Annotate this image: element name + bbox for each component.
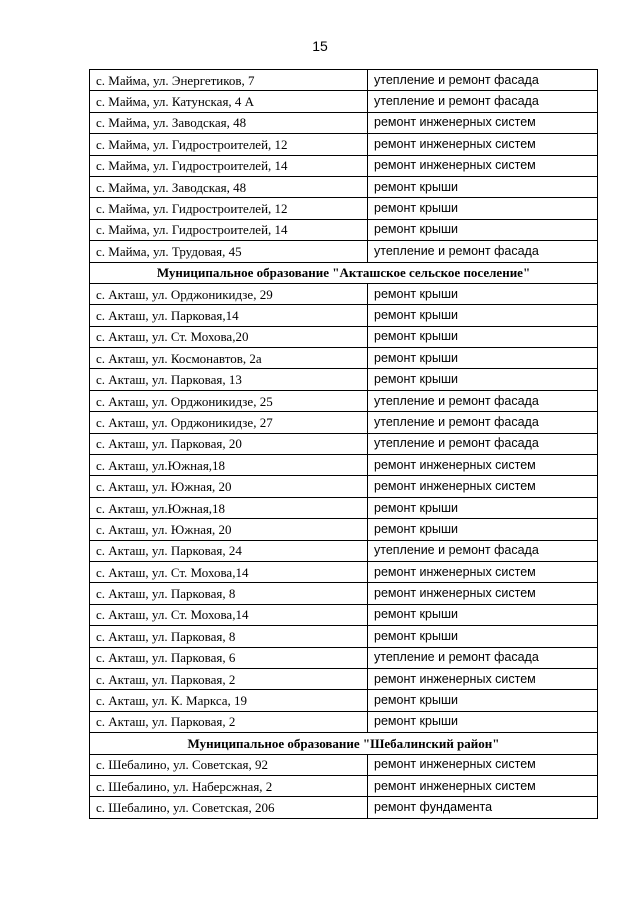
- work-type-cell: утепление и ремонт фасада: [368, 647, 598, 668]
- table-row: [90, 647, 598, 668]
- address-cell: с. Акташ, ул. Парковая, 20: [90, 433, 368, 454]
- table-row: [90, 70, 598, 91]
- table-row: [90, 519, 598, 540]
- work-type-cell: утепление и ремонт фасада: [368, 70, 598, 91]
- work-type-cell: утепление и ремонт фасада: [368, 412, 598, 433]
- table-row: [90, 604, 598, 625]
- address-cell: с. Шебалино, ул. Советская, 206: [90, 797, 368, 818]
- section-header-row: [90, 733, 598, 754]
- table-row: [90, 497, 598, 518]
- table-row: [90, 348, 598, 369]
- work-type-cell: ремонт инженерных систем: [368, 775, 598, 796]
- table-row: [90, 134, 598, 155]
- address-cell: с. Акташ, ул. Ст. Мохова,20: [90, 326, 368, 347]
- table-row: [90, 711, 598, 732]
- table-row: [90, 390, 598, 411]
- table-row: [90, 690, 598, 711]
- table-row: [90, 455, 598, 476]
- table-row: [90, 241, 598, 262]
- address-cell: с. Майма, ул. Заводская, 48: [90, 176, 368, 197]
- address-cell: с. Акташ, ул. Парковая, 6: [90, 647, 368, 668]
- address-cell: с. Акташ, ул. Парковая, 2: [90, 668, 368, 689]
- address-cell: с. Акташ, ул. Парковая, 13: [90, 369, 368, 390]
- address-cell: с. Акташ, ул.Южная,18: [90, 455, 368, 476]
- address-cell: с. Акташ, ул. К. Маркса, 19: [90, 690, 368, 711]
- work-type-cell: ремонт инженерных систем: [368, 476, 598, 497]
- work-type-cell: ремонт крыши: [368, 604, 598, 625]
- address-cell: с. Акташ, ул. Южная, 20: [90, 519, 368, 540]
- work-type-cell: утепление и ремонт фасада: [368, 540, 598, 561]
- address-cell: с. Акташ, ул. Парковая,14: [90, 305, 368, 326]
- address-cell: с. Шебалино, ул. Советская, 92: [90, 754, 368, 775]
- address-cell: с. Акташ, ул. Парковая, 2: [90, 711, 368, 732]
- address-cell: с. Акташ, ул. Ст. Мохова,14: [90, 561, 368, 582]
- address-cell: с. Майма, ул. Энергетиков, 7: [90, 70, 368, 91]
- work-type-cell: ремонт крыши: [368, 305, 598, 326]
- section-header-row: [90, 262, 598, 283]
- section-title: Муниципальное образование "Шебалинский район": [90, 733, 598, 754]
- table-row: [90, 775, 598, 796]
- work-type-cell: ремонт инженерных систем: [368, 754, 598, 775]
- work-type-cell: ремонт крыши: [368, 626, 598, 647]
- address-cell: с. Акташ, ул. Орджоникидзе, 27: [90, 412, 368, 433]
- work-type-cell: ремонт крыши: [368, 690, 598, 711]
- address-cell: с. Акташ, ул. Южная, 20: [90, 476, 368, 497]
- address-cell: с. Шебалино, ул. Наберсжная, 2: [90, 775, 368, 796]
- table-body: [90, 70, 598, 819]
- address-cell: с. Майма, ул. Гидростроителей, 14: [90, 219, 368, 240]
- work-type-cell: ремонт крыши: [368, 348, 598, 369]
- page-number: 15: [312, 38, 328, 54]
- section-title: Муниципальное образование "Акташское сельское поселение": [90, 262, 598, 283]
- table-row: [90, 198, 598, 219]
- table-row: [90, 305, 598, 326]
- work-type-cell: ремонт инженерных систем: [368, 455, 598, 476]
- table-row: [90, 369, 598, 390]
- address-cell: с. Майма, ул. Гидростроителей, 12: [90, 134, 368, 155]
- table-row: [90, 91, 598, 112]
- table-row: [90, 626, 598, 647]
- work-type-cell: ремонт фундамента: [368, 797, 598, 818]
- table-row: [90, 433, 598, 454]
- work-type-cell: ремонт крыши: [368, 326, 598, 347]
- address-cell: с. Акташ, ул. Парковая, 24: [90, 540, 368, 561]
- address-cell: с. Акташ, ул. Парковая, 8: [90, 583, 368, 604]
- work-type-cell: ремонт инженерных систем: [368, 134, 598, 155]
- work-type-cell: ремонт крыши: [368, 711, 598, 732]
- table-row: [90, 476, 598, 497]
- address-cell: с. Акташ, ул. Орджоникидзе, 25: [90, 390, 368, 411]
- address-cell: с. Акташ, ул. Космонавтов, 2а: [90, 348, 368, 369]
- address-cell: с. Майма, ул. Гидростроителей, 12: [90, 198, 368, 219]
- work-type-cell: утепление и ремонт фасада: [368, 390, 598, 411]
- table-row: [90, 797, 598, 818]
- table-row: [90, 112, 598, 133]
- work-type-cell: ремонт инженерных систем: [368, 561, 598, 582]
- work-type-cell: ремонт инженерных систем: [368, 155, 598, 176]
- address-cell: с. Акташ, ул. Орджоникидзе, 29: [90, 283, 368, 304]
- table-row: [90, 155, 598, 176]
- work-type-cell: ремонт крыши: [368, 369, 598, 390]
- work-type-cell: ремонт крыши: [368, 198, 598, 219]
- table-row: [90, 540, 598, 561]
- table-row: [90, 219, 598, 240]
- work-type-cell: утепление и ремонт фасада: [368, 433, 598, 454]
- work-type-cell: утепление и ремонт фасада: [368, 91, 598, 112]
- address-cell: с. Акташ, ул.Южная,18: [90, 497, 368, 518]
- address-cell: с. Майма, ул. Катунская, 4 А: [90, 91, 368, 112]
- work-type-cell: ремонт инженерных систем: [368, 668, 598, 689]
- work-type-cell: ремонт крыши: [368, 497, 598, 518]
- table-row: [90, 326, 598, 347]
- table-row: [90, 283, 598, 304]
- work-type-cell: ремонт крыши: [368, 219, 598, 240]
- table-row: [90, 176, 598, 197]
- repair-table: [89, 69, 598, 819]
- address-cell: с. Акташ, ул. Ст. Мохова,14: [90, 604, 368, 625]
- table-row: [90, 583, 598, 604]
- work-type-cell: утепление и ремонт фасада: [368, 241, 598, 262]
- address-cell: с. Майма, ул. Гидростроителей, 14: [90, 155, 368, 176]
- work-type-cell: ремонт крыши: [368, 176, 598, 197]
- work-type-cell: ремонт инженерных систем: [368, 583, 598, 604]
- work-type-cell: ремонт крыши: [368, 519, 598, 540]
- address-cell: с. Майма, ул. Трудовая, 45: [90, 241, 368, 262]
- address-cell: с. Майма, ул. Заводская, 48: [90, 112, 368, 133]
- table-row: [90, 412, 598, 433]
- address-cell: с. Акташ, ул. Парковая, 8: [90, 626, 368, 647]
- table-row: [90, 668, 598, 689]
- work-type-cell: ремонт инженерных систем: [368, 112, 598, 133]
- table-row: [90, 754, 598, 775]
- work-type-cell: ремонт крыши: [368, 283, 598, 304]
- table-row: [90, 561, 598, 582]
